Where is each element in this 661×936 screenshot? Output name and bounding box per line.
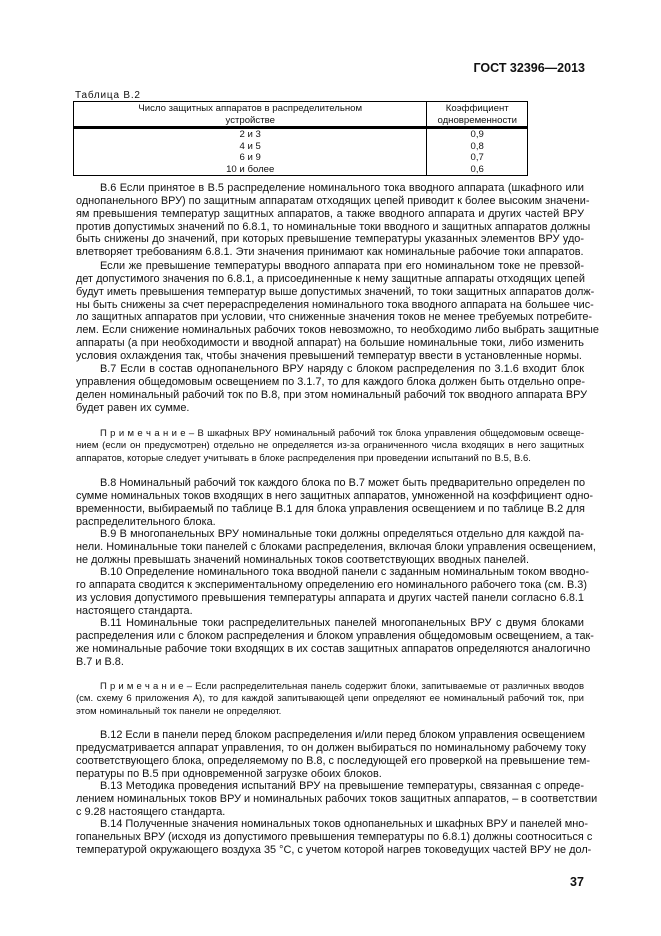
text-line: П р и м е ч а н и е – В шкафных ВРУ номинальный рабочий ток блока управления общедомовым освеще- — [100, 428, 584, 439]
text-line: с 9.28 настоящего стандарта. — [76, 805, 226, 818]
text-line: делен номинальный рабочий ток по В.8, при этом номинальный рабочий ток вводного аппарата ВРУ — [76, 388, 588, 401]
text-line: П р и м е ч а н и е – Если распределительная панель содержит блоки, запитываемые от различных вводов — [100, 681, 584, 692]
text-line: В.12 Если в панели перед блоком распределения и/или перед блоком управления освещением — [100, 729, 585, 741]
text-line: влетворяет требованиям 6.8.1. Эти значения принимают как номинальные рабочие токи аппаратов. — [76, 246, 584, 259]
text-line: В.14 Полученные значения номинальных токов однопанельных и шкафных ВРУ и панелей мно- — [100, 818, 588, 830]
text-line: дет допустимого значения по 6.8.1, а присоединенные к нему защитные аппараты отходящих цепей — [76, 272, 585, 285]
text-line: временности, выбираемый по таблице В.1 для блока управления освещением и по таблице В.2 для — [76, 502, 585, 515]
text-line: управления общедомовым освещением по 3.1.7, то для каждого блока должен быть отдельно опре- — [76, 375, 585, 388]
text-line: В.7 и В.8. — [76, 655, 124, 668]
table-row — [74, 141, 528, 153]
text-line: ло защитных аппаратов при условии, что сниженные значения токов не менее требуемых потребите- — [76, 311, 593, 324]
text-line: лем. Если снижение номинальных рабочих токов невозможно, то необходимо либо выбрать защитные — [76, 324, 599, 337]
text-line: будет равен их сумме. — [76, 401, 190, 414]
text-line: В.11 Номинальные токи распределительных панелей многопанельных ВРУ с двумя блоками — [100, 617, 584, 629]
table-row — [74, 128, 528, 141]
text-line: условия охлаждения так, чтобы значения превышений температур ввести в установленные нормы. — [76, 349, 582, 362]
cell-coefficient: 0,9 — [427, 128, 528, 141]
text-line: из условия допустимого превышения температуры аппарата и других частей панели согласно 6.8.1 — [76, 591, 584, 604]
text-line: будут иметь превышения температур выше допустимых значений, то токи защитных аппаратов долж- — [76, 285, 595, 298]
text-line: этом номинальный ток панели не определяют. — [76, 705, 282, 717]
cell-coefficient: 0,8 — [427, 141, 528, 153]
text-line: против допустимых значений по 6.8.1, то номинальные токи вводного и защитных аппаратов должны — [76, 220, 591, 233]
text-line: нием (если он предусмотрен) отдельно не определяется из-за ограниченного числа входящих в него защитных — [76, 440, 584, 452]
text-line: В.13 Методика проведения испытаний ВРУ на превышение температуры, связанная с опреде- — [100, 780, 584, 792]
text-line: пературы по В.5 при одновременной загрузке обоих блоков. — [76, 767, 382, 780]
text-line: В.6 Если принятое в В.5 распределение номинального тока вводного аппарата (шкафного или — [100, 182, 584, 194]
cell-coefficient: 0,7 — [427, 152, 528, 164]
text-line: ям превышения температур защитных аппаратов, а также вводного аппарата и других частей ВРУ — [76, 207, 584, 220]
cell-devices: 2 и 3 — [74, 128, 427, 141]
text-line: аппаратов, которые следует учитывать в блоке распределения при проведении испытаний по В.5, В.6. — [76, 452, 531, 464]
table-header-row — [74, 102, 528, 128]
text-line: нели. Номинальные токи панелей с блоками распределения, включая блоки управления освещением, — [76, 540, 596, 553]
text-line: же номинальные рабочие токи входящих в их состав защитных аппаратов определяются аналогично — [76, 642, 591, 655]
cell-devices: 6 и 9 — [74, 152, 427, 164]
text-line: лением номинальных токов ВРУ и номинальных рабочих токов защитных аппаратов, – в соответствии — [76, 792, 598, 805]
text-line: не должны превышать значений номинальных токов соответствующих вводных панелей. — [76, 553, 530, 566]
text-line: сумме номинальных токов входящих в него защитных аппаратов, умноженной на коэффициент одно- — [76, 489, 594, 502]
text-line: температурой окружающего воздуха 35 °С, с учетом которой нагрев токоведущих частей ВРУ не дол- — [76, 843, 592, 856]
cell-devices: 4 и 5 — [74, 141, 427, 153]
cell-devices: 10 и более — [74, 164, 427, 176]
text-line: аппараты (а при необходимости и вводной аппарат) на большие номинальные токи, либо изменить — [76, 337, 584, 350]
column-header-coefficient: Коэффициент одновременности — [427, 102, 528, 128]
text-line: В.10 Определение номинального тока вводной панели с заданным номинальным током вводно- — [100, 566, 589, 578]
column-header-devices: Число защитных аппаратов в распределительном устройстве — [74, 102, 427, 128]
text-line: ны быть снижены за счет перераспределения номинального тока вводного аппарата на большее чис- — [76, 298, 594, 311]
table-caption: Таблица В.2 — [75, 90, 141, 101]
cell-coefficient: 0,6 — [427, 164, 528, 176]
text-line: однопанельного ВРУ) по защитным аппаратам отходящих цепей приводит к более высоким значени- — [76, 194, 590, 207]
table-row — [74, 152, 528, 164]
page-number: 37 — [570, 875, 584, 889]
text-line: го аппарата сводится к экспериментальному определению его номинального рабочего тока (см. В.3) — [76, 578, 587, 591]
table-row — [74, 164, 528, 176]
text-line: настоящего стандарта. — [76, 604, 193, 617]
standard-designation: ГОСТ 32396—2013 — [473, 61, 585, 75]
text-line: (см. схему 6 приложения А), то для каждой запитывающей цепи определяют ее номинальный рабочий ток, при — [76, 693, 584, 705]
text-line: В.8 Номинальный рабочий ток каждого блока по В.7 может быть предварительно определен по — [100, 477, 586, 489]
text-line: соответствующего блока, определяемому по В.8, с последующей его проверкой на превышение тем- — [76, 754, 591, 767]
text-line: В.7 Если в состав однопанельного ВРУ наряду с блоком распределения по 3.1.6 входит блок — [100, 363, 584, 375]
text-line: предусматривается аппарат управления, то он должен выбираться по номинальному рабочему току — [76, 741, 587, 754]
text-line: гопанельных ВРУ (исходя из допустимого превышения температуры по 6.8.1) должны соотноситься с — [76, 830, 593, 843]
text-line: Если же превышение температуры вводного аппарата при его номинальном токе не превзой- — [100, 260, 584, 272]
coefficient-table — [73, 101, 528, 176]
text-line: распределения или с блоком распределения и блоком управления общедомовым освещением, а так- — [76, 629, 594, 642]
text-line: распределительного блока. — [76, 515, 216, 528]
text-line: В.9 В многопанельных ВРУ номинальные токи должны определяться отдельно для каждой па- — [100, 528, 584, 540]
text-line: быть снижены до значений, при которых превышение температуры указанных элементов ВРУ удо- — [76, 233, 584, 246]
